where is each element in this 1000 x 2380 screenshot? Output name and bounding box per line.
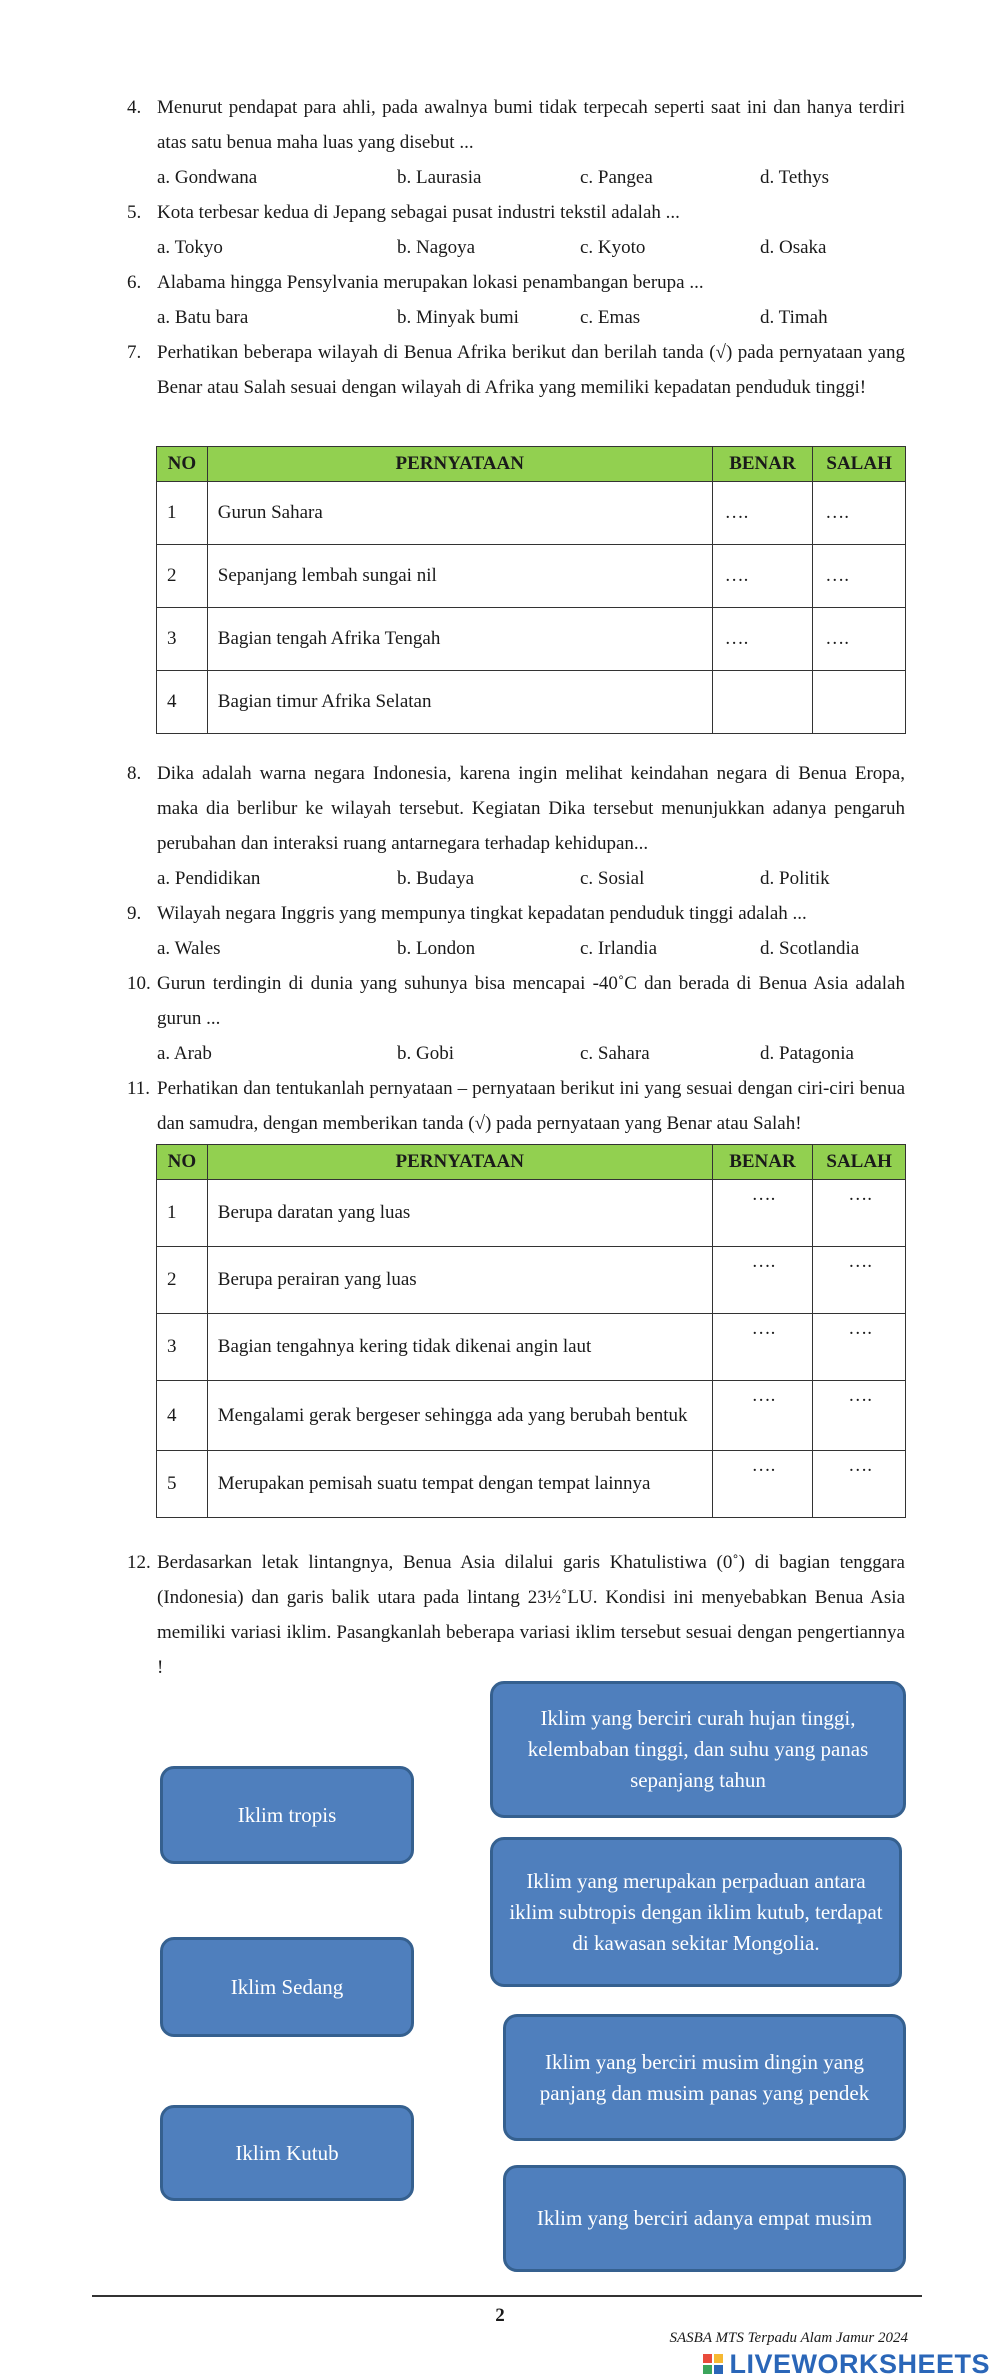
question-text: Perhatikan beberapa wilayah di Benua Afrika berikut dan berilah tanda (√) pada pernyataan yang Benar atau Salah sesuai dengan wilayah di Afrika yang memiliki kepadatan penduduk tinggi! [157,342,905,398]
question-9 [127,896,905,931]
table-row [157,545,906,608]
benar-cell[interactable]: …. [712,1381,813,1451]
benar-cell[interactable]: …. [712,1314,813,1381]
option-d[interactable]: d. Patagonia [760,1043,854,1064]
salah-cell[interactable]: …. [813,1247,906,1314]
option-b[interactable]: b. Budaya [397,868,475,889]
logo-square [714,2365,723,2374]
row-number: 1 [157,482,208,545]
header-pernyataan: PERNYATAAN [207,1145,712,1180]
question-number: 8. [127,763,142,784]
option-b[interactable]: b. Minyak bumi [397,307,519,328]
row-number: 3 [157,1314,208,1381]
salah-cell[interactable] [813,671,906,734]
option-c[interactable]: c. Sosial [580,868,645,889]
option-d[interactable]: d. Osaka [760,237,827,258]
question-text: Wilayah negara Inggris yang mempunya tingkat kepadatan penduduk tinggi adalah ... [157,903,807,924]
option-c[interactable]: c. Irlandia [580,938,658,959]
salah-cell[interactable]: …. [813,1314,906,1381]
option-d[interactable]: d. Politik [760,868,830,889]
table-row [157,1247,906,1314]
option-c[interactable]: c. Sahara [580,1043,650,1064]
question-10 [127,966,905,1036]
option-b[interactable]: b. Nagoya [397,237,476,258]
row-statement: Gurun Sahara [207,482,712,545]
table-row [157,1381,906,1451]
footer-divider [92,2295,922,2297]
benar-cell[interactable]: …. [712,545,813,608]
question-6-options [157,300,917,335]
row-statement: Berupa daratan yang luas [207,1180,712,1247]
match-left-iklim-tropis[interactable]: Iklim tropis [160,1766,414,1864]
row-number: 3 [157,608,208,671]
row-number: 2 [157,545,208,608]
benar-cell[interactable]: …. [712,1451,813,1518]
benar-cell[interactable]: …. [712,1180,813,1247]
page-number: 2 [495,2305,505,2326]
match-right-definition-1[interactable]: Iklim yang berciri curah hujan tinggi, kelembaban tinggi, dan suhu yang panas sepanjang tahun [490,1681,906,1818]
header-benar: BENAR [712,1145,813,1180]
row-statement: Bagian tengahnya kering tidak dikenai angin laut [207,1314,712,1381]
row-statement: Bagian timur Afrika Selatan [207,671,712,734]
table-row [157,671,906,734]
row-number: 4 [157,671,208,734]
question-number: 6. [127,272,142,293]
logo-square [703,2354,712,2363]
liveworksheets-logo-icon [703,2354,723,2374]
question-text: Kota terbesar kedua di Jepang sebagai pusat industri tekstil adalah ... [157,202,680,223]
question-7 [127,335,905,405]
benar-cell[interactable] [712,671,813,734]
row-number: 2 [157,1247,208,1314]
question-8-options [157,861,917,896]
question-text: Menurut pendapat para ahli, pada awalnya bumi tidak terpecah seperti saat ini dan hanya terdiri atas satu benua maha luas yang disebut ... [157,97,905,153]
question-text: Perhatikan dan tentukanlah pernyataan – pernyataan berikut ini yang sesuai dengan ciri-ciri benua dan samudra, dengan memberikan tanda (√) pada pernyataan yang Benar atau Salah! [157,1078,905,1134]
option-d[interactable]: d. Tethys [760,167,830,188]
option-a[interactable]: a. Wales [157,938,221,959]
question-number: 11. [127,1078,151,1099]
option-b[interactable]: b. London [397,938,476,959]
benar-cell[interactable]: …. [712,482,813,545]
row-statement: Sepanjang lembah sungai nil [207,545,712,608]
option-a[interactable]: a. Tokyo [157,237,223,258]
question-number: 4. [127,97,142,118]
question-number: 9. [127,903,142,924]
question-number: 10. [127,973,151,994]
question-12 [127,1545,905,1685]
question-4 [127,90,905,160]
header-no: NO [157,447,208,482]
row-number: 5 [157,1451,208,1518]
liveworksheets-brand [703,2348,990,2380]
brand-wordmark: LIVEWORKSHEETS [729,2348,990,2379]
question-text: Gurun terdingin di dunia yang suhunya bisa mencapai -40˚C dan berada di Benua Asia adalah gurun ... [157,973,905,1029]
salah-cell[interactable]: …. [813,1451,906,1518]
option-c[interactable]: c. Emas [580,307,641,328]
question-text: Alabama hingga Pensylvania merupakan lokasi penambangan berupa ... [157,272,704,293]
question-8 [127,756,905,861]
row-statement: Merupakan pemisah suatu tempat dengan tempat lainnya [207,1451,712,1518]
table-row [157,1451,906,1518]
option-d[interactable]: d. Timah [760,307,828,328]
table-row [157,482,906,545]
table-row [157,608,906,671]
option-b[interactable]: b. Gobi [397,1043,454,1064]
question-text: Berdasarkan letak lintangnya, Benua Asia dilalui garis Khatulistiwa (0˚) di bagian tenggara (Indonesia) dan garis balik utara pada lintang 23½˚LU. Kondisi ini menyebabkan Benua Asia memiliki variasi iklim. Pasangkanlah beberapa variasi iklim tersebut sesuai dengan pengertiannya ! [157,1552,905,1678]
table-row [157,1180,906,1247]
benar-cell[interactable]: …. [712,608,813,671]
question-9-options [157,931,917,966]
header-salah: SALAH [813,447,906,482]
continent-ocean-table [156,1144,906,1518]
logo-square [714,2354,723,2363]
logo-square [703,2365,712,2374]
option-d[interactable]: d. Scotlandia [760,938,860,959]
table-row [157,1314,906,1381]
match-right-definition-3[interactable]: Iklim yang berciri musim dingin yang panjang dan musim panas yang pendek [503,2014,906,2141]
salah-cell[interactable]: …. [813,545,906,608]
option-a[interactable]: a. Gondwana [157,167,258,188]
question-5-options [157,230,917,265]
africa-density-table [156,446,906,734]
salah-cell[interactable]: …. [813,1180,906,1247]
salah-cell[interactable]: …. [813,608,906,671]
header-no: NO [157,1145,208,1180]
question-text: Dika adalah warna negara Indonesia, karena ingin melihat keindahan negara di Benua Eropa, maka dia berlibur ke wilayah tersebut. Kegiatan Dika tersebut menunjukkan adanya pengaruh perubahan dan interaksi ruang antarnegara terhadap kehidupan... [157,763,905,854]
question-6 [127,265,905,300]
match-left-iklim-sedang[interactable]: Iklim Sedang [160,1937,414,2037]
header-salah: SALAH [813,1145,906,1180]
question-11 [127,1071,905,1141]
option-a[interactable]: a. Pendidikan [157,868,261,889]
header-pernyataan: PERNYATAAN [207,447,712,482]
match-left-iklim-kutub[interactable]: Iklim Kutub [160,2105,414,2201]
option-b[interactable]: b. Laurasia [397,167,482,188]
question-10-options [157,1036,917,1071]
benar-cell[interactable]: …. [712,1247,813,1314]
match-right-definition-2[interactable]: Iklim yang merupakan perpaduan antara iklim subtropis dengan iklim kutub, terdapat di kawasan sekitar Mongolia. [490,1837,902,1987]
header-benar: BENAR [712,447,813,482]
salah-cell[interactable]: …. [813,482,906,545]
row-statement: Mengalami gerak bergeser sehingga ada yang berubah bentuk [207,1381,712,1451]
salah-cell[interactable]: …. [813,1381,906,1451]
option-a[interactable]: a. Arab [157,1043,212,1064]
option-a[interactable]: a. Batu bara [157,307,249,328]
match-right-definition-4[interactable]: Iklim yang berciri adanya empat musim [503,2165,906,2272]
option-c[interactable]: c. Pangea [580,167,653,188]
row-number: 1 [157,1180,208,1247]
question-number: 5. [127,202,142,223]
question-4-options [157,160,917,195]
row-number: 4 [157,1381,208,1451]
question-number: 7. [127,342,142,363]
row-statement: Berupa perairan yang luas [207,1247,712,1314]
school-footer-text: SASBA MTS Terpadu Alam Jamur 2024 [669,2330,908,2346]
option-c[interactable]: c. Kyoto [580,237,646,258]
question-5 [127,195,905,230]
row-statement: Bagian tengah Afrika Tengah [207,608,712,671]
question-number: 12. [127,1552,151,1573]
